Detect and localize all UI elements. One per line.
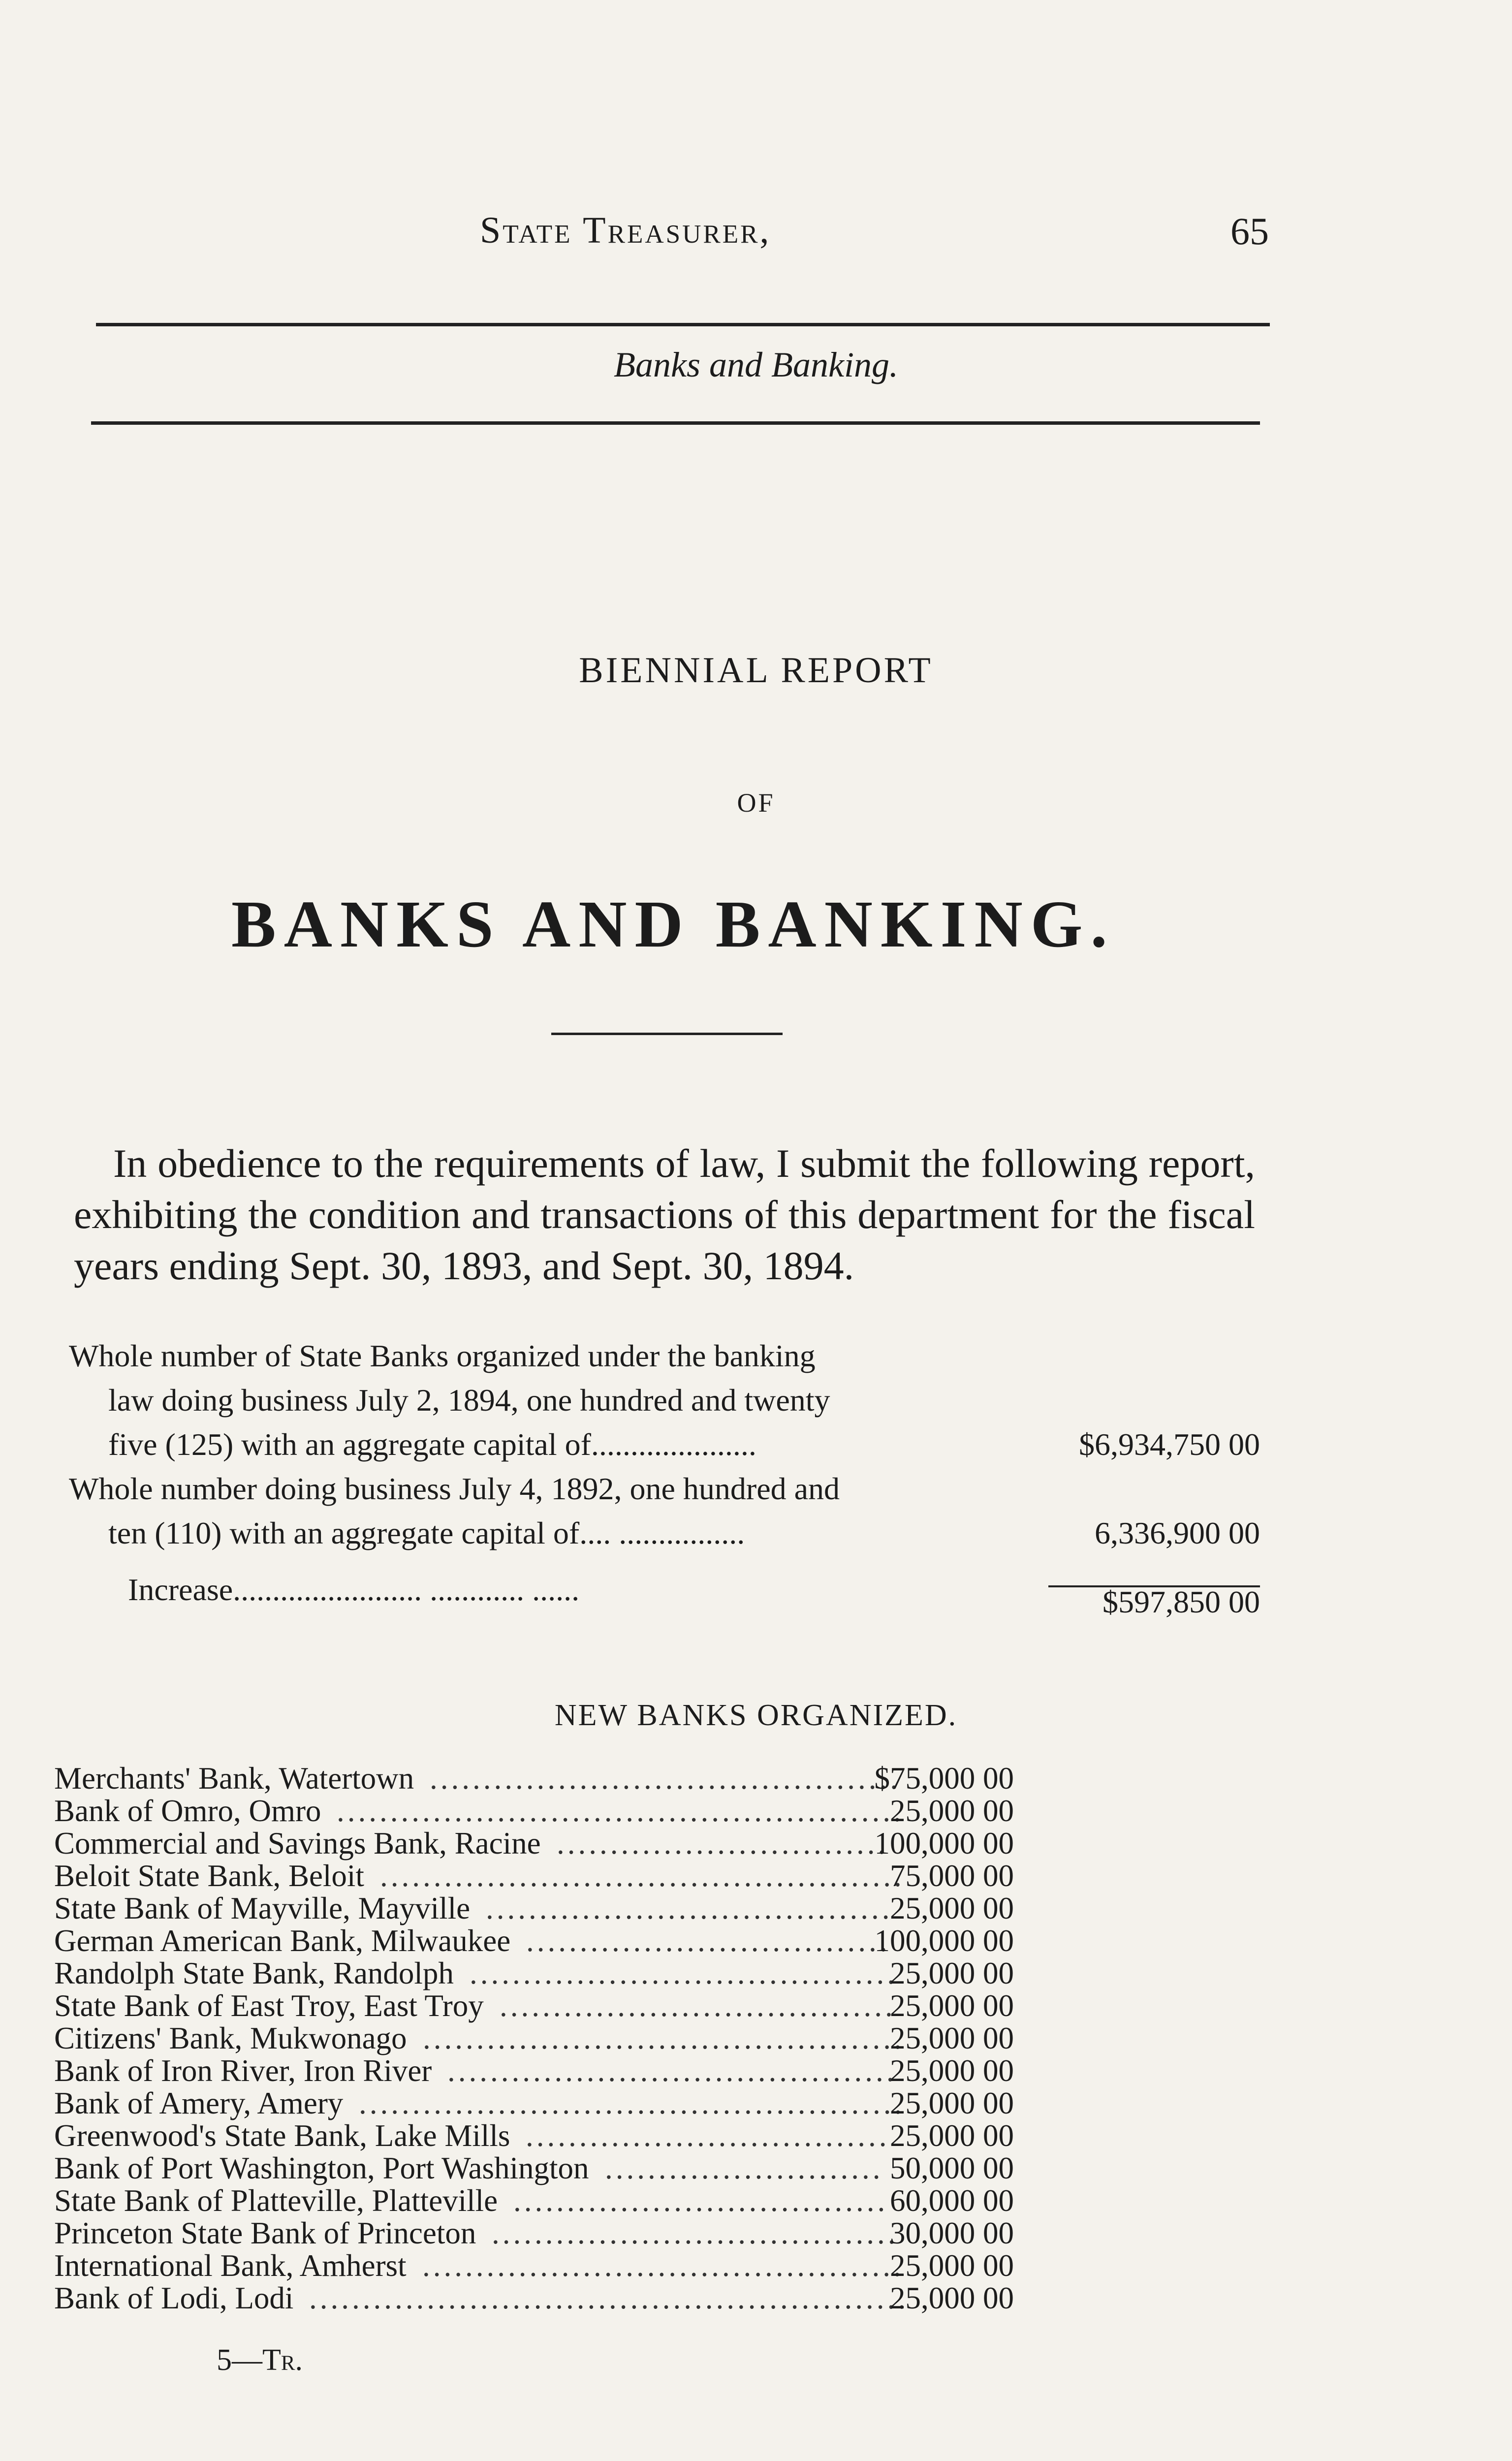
dot-leader: .....................................: [500, 1988, 896, 2023]
dot-leader: ........................................................: [309, 2281, 909, 2315]
dot-leader: .............................................: [422, 2248, 904, 2283]
bank-capital: 25,000 00: [890, 2248, 1014, 2283]
bank-capital: 60,000 00: [890, 2183, 1014, 2218]
bank-name: Citizens' Bank, Mukwonago: [54, 2021, 407, 2055]
bank-name: Bank of Lodi, Lodi: [54, 2281, 294, 2315]
list-item: [54, 1827, 1014, 1860]
dot-leader: ......................................: [492, 2216, 899, 2250]
list-item: [54, 2054, 1014, 2087]
bank-capital: 30,000 00: [890, 2216, 1014, 2250]
bank-capital: 50,000 00: [890, 2151, 1014, 2185]
bank-capital: 25,000 00: [890, 2086, 1014, 2120]
increase-amount: $597,850 00: [1102, 1584, 1260, 1619]
dot-leader: ............................................: [430, 1761, 901, 1796]
bank-capital: 25,000 00: [890, 1956, 1014, 1990]
bank-name: Bank of Iron River, Iron River: [54, 2053, 432, 2088]
bank-name: State Bank of Platteville, Platteville: [54, 2183, 498, 2218]
list-item: [54, 2217, 1014, 2249]
bank-capital: 25,000 00: [890, 2118, 1014, 2153]
title-divider: [551, 1033, 783, 1035]
bank-name: German American Bank, Milwaukee: [54, 1924, 511, 1958]
list-item: [54, 2022, 1014, 2054]
list-item: [54, 2119, 1014, 2152]
report-title-of: OF: [737, 788, 775, 818]
new-banks-list: [54, 1762, 1014, 2314]
bank-capital: 100,000 00: [874, 1924, 1014, 1958]
dot-leader: .................................................: [380, 1859, 905, 1893]
dot-leader: .....................................................: [337, 1794, 904, 1828]
bank-name: State Bank of Mayville, Mayville: [54, 1891, 471, 1925]
signature-abbr: Tr.: [262, 2343, 303, 2377]
list-item: [54, 1892, 1014, 1925]
bank-capital: 25,000 00: [890, 1891, 1014, 1925]
bank-name: Bank of Amery, Amery: [54, 2086, 344, 2120]
signature-mark: [217, 2343, 303, 2378]
dot-leader: ..................................: [526, 2118, 890, 2153]
bank-name: State Bank of East Troy, East Troy: [54, 1988, 484, 2023]
running-title: State Treasurer,: [480, 210, 771, 251]
summary-amount: $6,934,750 00: [1079, 1427, 1260, 1462]
increase-label: Increase........................ ............ ......: [128, 1572, 580, 1607]
dot-leader: ..........................: [605, 2151, 883, 2185]
bank-capital: 75,000 00: [890, 1859, 1014, 1893]
summary-line: ten (110) with an aggregate capital of.... ................: [108, 1515, 745, 1550]
bank-name: Merchants' Bank, Watertown: [54, 1761, 414, 1796]
bank-capital: 25,000 00: [890, 2021, 1014, 2055]
report-title: BIENNIAL REPORT: [579, 650, 933, 691]
list-item: [54, 2249, 1014, 2282]
list-item: [54, 1860, 1014, 1892]
page-number: 65: [1230, 210, 1269, 252]
list-item: [54, 1762, 1014, 1795]
bank-capital: 25,000 00: [890, 2281, 1014, 2315]
bank-capital: 25,000 00: [890, 2053, 1014, 2088]
bank-name: International Bank, Amherst: [54, 2248, 407, 2283]
dot-leader: ........................................: [470, 1956, 898, 1990]
dot-leader: ...................................................: [359, 2086, 905, 2120]
bank-name: Princeton State Bank of Princeton: [54, 2216, 476, 2250]
bank-name: Commercial and Savings Bank, Racine: [54, 1826, 541, 1861]
dot-leader: ...................................: [513, 2183, 888, 2218]
bank-name: Bank of Omro, Omro: [54, 1794, 321, 1828]
list-item: [54, 1795, 1014, 1827]
summary-line: five (125) with an aggregate capital of.....................: [108, 1427, 756, 1462]
intro-paragraph: In obedience to the requirements of law, I submit the following report, exhibiting the condition and transactions of this department for the fiscal years ending Sept. 30, 1893, and Sept. 30, 1894.: [74, 1141, 1255, 1288]
bank-name: Randolph State Bank, Randolph: [54, 1956, 454, 1990]
section-heading: Banks and Banking.: [614, 345, 898, 384]
summary-line: law doing business July 2, 1894, one hundred and twenty: [108, 1383, 830, 1418]
list-item: [54, 1989, 1014, 2022]
bank-capital: 100,000 00: [874, 1826, 1014, 1861]
list-item: [54, 2087, 1014, 2119]
header-rule-top: [96, 323, 1270, 326]
bank-name: Beloit State Bank, Beloit: [54, 1859, 364, 1893]
dot-leader: ......................................: [486, 1891, 893, 1925]
bank-capital: $75,000 00: [874, 1761, 1014, 1796]
list-item: [54, 1957, 1014, 1989]
bank-capital: 25,000 00: [890, 1794, 1014, 1828]
list-item: [54, 2152, 1014, 2184]
dot-leader: ..........................................: [447, 2053, 897, 2088]
dot-leader: ..................................: [526, 1924, 890, 1958]
bank-name: Bank of Port Washington, Port Washington: [54, 2151, 589, 2185]
dot-leader: .............................................: [423, 2021, 905, 2055]
summary-line: Whole number doing business July 4, 1892, one hundred and: [69, 1471, 840, 1506]
bank-name: Greenwood's State Bank, Lake Mills: [54, 2118, 510, 2153]
list-item: [54, 2184, 1014, 2217]
list-item: [54, 2282, 1014, 2314]
bank-capital: 25,000 00: [890, 1988, 1014, 2023]
summary-amount: 6,336,900 00: [1095, 1515, 1260, 1550]
signature-number: 5—: [217, 2343, 262, 2377]
header-rule-bottom: [91, 421, 1260, 425]
summary-line: Whole number of State Banks organized under the banking: [69, 1338, 816, 1373]
list-item: [54, 1925, 1014, 1957]
report-subject: BANKS AND BANKING.: [231, 887, 1115, 961]
dot-leader: ...............................: [557, 1826, 889, 1861]
new-banks-heading: NEW BANKS ORGANIZED.: [554, 1699, 958, 1732]
